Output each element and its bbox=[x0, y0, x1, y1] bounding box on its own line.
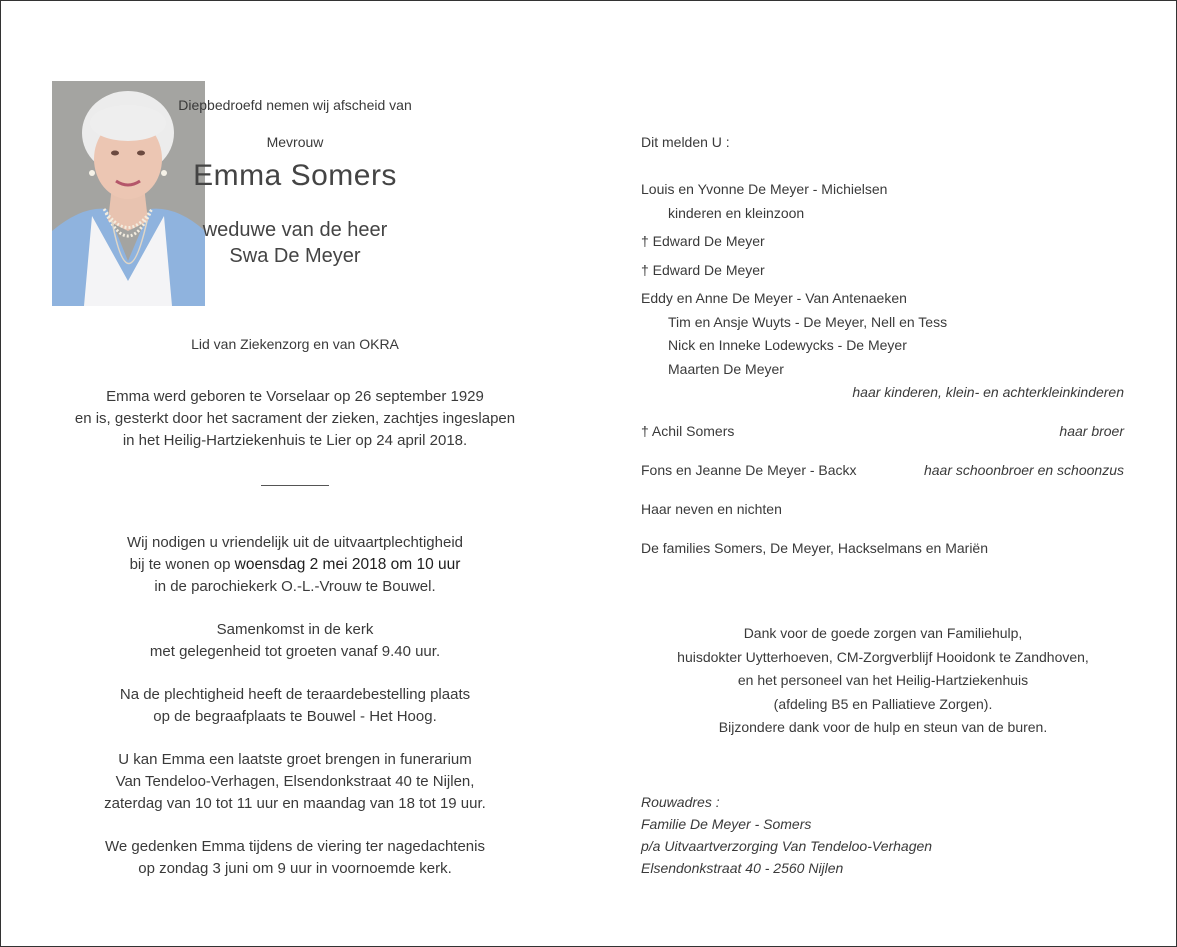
address-care-of: p/a Uitvaartverzorging Van Tendeloo-Verhagen bbox=[641, 838, 933, 854]
thanks-line-5: Bijzondere dank voor de hulp en steun van de buren. bbox=[718, 719, 1048, 735]
address-street: Elsendonkstraat 40 - 2560 Nijlen bbox=[641, 860, 844, 876]
brother-name: † Achil Somers bbox=[641, 423, 735, 439]
thanks-line-1: Dank voor de goede zorgen van Familiehulp, bbox=[743, 625, 1023, 641]
invite-line-1: Wij nodigen u vriendelijk uit de uitvaartplechtigheid bbox=[126, 534, 464, 551]
deceased-name: Emma Somers bbox=[193, 159, 397, 192]
invite-prefix: bij te wonen op bbox=[129, 556, 235, 573]
relation-children: haar kinderen, klein- en achterkleinkinderen bbox=[852, 384, 1124, 400]
funeral-date-time: woensdag 2 mei 2018 om 10 uur bbox=[234, 556, 461, 573]
remembrance-line-2: op zondag 3 juni om 9 uur in voornoemde kerk. bbox=[138, 860, 452, 877]
address-family: Familie De Meyer - Somers bbox=[641, 816, 812, 832]
deceased-line-1: † Edward De Meyer bbox=[641, 233, 765, 249]
family-line-1-sub: kinderen en kleinzoon bbox=[668, 205, 805, 221]
invite-line-2 bbox=[130, 554, 461, 576]
brother-relation: haar broer bbox=[1059, 423, 1124, 439]
bio-line-1: Emma werd geboren te Vorselaar op 26 september 1929 bbox=[106, 388, 484, 405]
gathering-line-2: met gelegenheid tot groeten vanaf 9.40 uur. bbox=[149, 643, 441, 660]
inlaws-names: Fons en Jeanne De Meyer - Backx bbox=[641, 462, 857, 478]
bio-line-2: en is, gesterkt door het sacrament der zieken, zachtjes ingeslapen bbox=[74, 410, 516, 427]
visit-line-1: U kan Emma een laatste groet brengen in funerarium bbox=[118, 751, 472, 768]
family-line-2-sub-1: Tim en Ansje Wuyts - De Meyer, Nell en Tess bbox=[668, 314, 948, 330]
membership: Lid van Ziekenzorg en van OKRA bbox=[191, 336, 399, 352]
thanks-line-3: en het personeel van het Heilig-Hartziekenhuis bbox=[737, 672, 1029, 688]
visit-line-3: zaterdag van 10 tot 11 uur en maandag van 18 tot 19 uur. bbox=[104, 795, 486, 812]
inlaws-relation: haar schoonbroer en schoonzus bbox=[923, 462, 1124, 478]
thanks-line-2: huisdokter Uytterhoeven, CM-Zorgverblijf Hooidonk te Zandhoven, bbox=[677, 649, 1089, 665]
visit-line-2: Van Tendeloo-Verhagen, Elsendonkstraat 40 te Nijlen, bbox=[115, 773, 475, 790]
widow-line-2: Swa De Meyer bbox=[229, 245, 361, 267]
thanks-line-4: (afdeling B5 en Palliatieve Zorgen). bbox=[773, 696, 993, 712]
deceased-line-2: † Edward De Meyer bbox=[641, 262, 765, 278]
nephews-nieces: Haar neven en nichten bbox=[641, 501, 782, 517]
bio-line-3: in het Heilig-Hartziekenhuis te Lier op 24 april 2018. bbox=[122, 432, 468, 449]
family-line-2-sub-3: Maarten De Meyer bbox=[668, 361, 784, 377]
family-line-2: Eddy en Anne De Meyer - Van Antenaeken bbox=[641, 290, 907, 306]
remembrance-line-1: We gedenken Emma tijdens de viering ter nagedachtenis bbox=[105, 838, 485, 855]
announce: Dit melden U : bbox=[641, 134, 730, 150]
family-line-1: Louis en Yvonne De Meyer - Michielsen bbox=[641, 181, 888, 197]
widow-line-1: weduwe van de heer bbox=[202, 219, 388, 241]
gathering-line-1: Samenkomst in de kerk bbox=[216, 621, 374, 638]
family-line-2-sub-2: Nick en Inneke Lodewycks - De Meyer bbox=[668, 337, 907, 353]
invite-line-3: in de parochiekerk O.-L.-Vrouw te Bouwel. bbox=[154, 578, 436, 595]
separator-line bbox=[261, 485, 329, 486]
intro-text: Diepbedroefd nemen wij afscheid van bbox=[178, 97, 412, 113]
families-line: De families Somers, De Meyer, Hackselmans en Mariën bbox=[641, 540, 989, 556]
burial-line-1: Na de plechtigheid heeft de teraardebestelling plaats bbox=[119, 686, 471, 703]
burial-line-2: op de begraafplaats te Bouwel - Het Hoog. bbox=[153, 708, 437, 725]
honorific: Mevrouw bbox=[266, 134, 324, 150]
address-label: Rouwadres : bbox=[641, 794, 720, 810]
